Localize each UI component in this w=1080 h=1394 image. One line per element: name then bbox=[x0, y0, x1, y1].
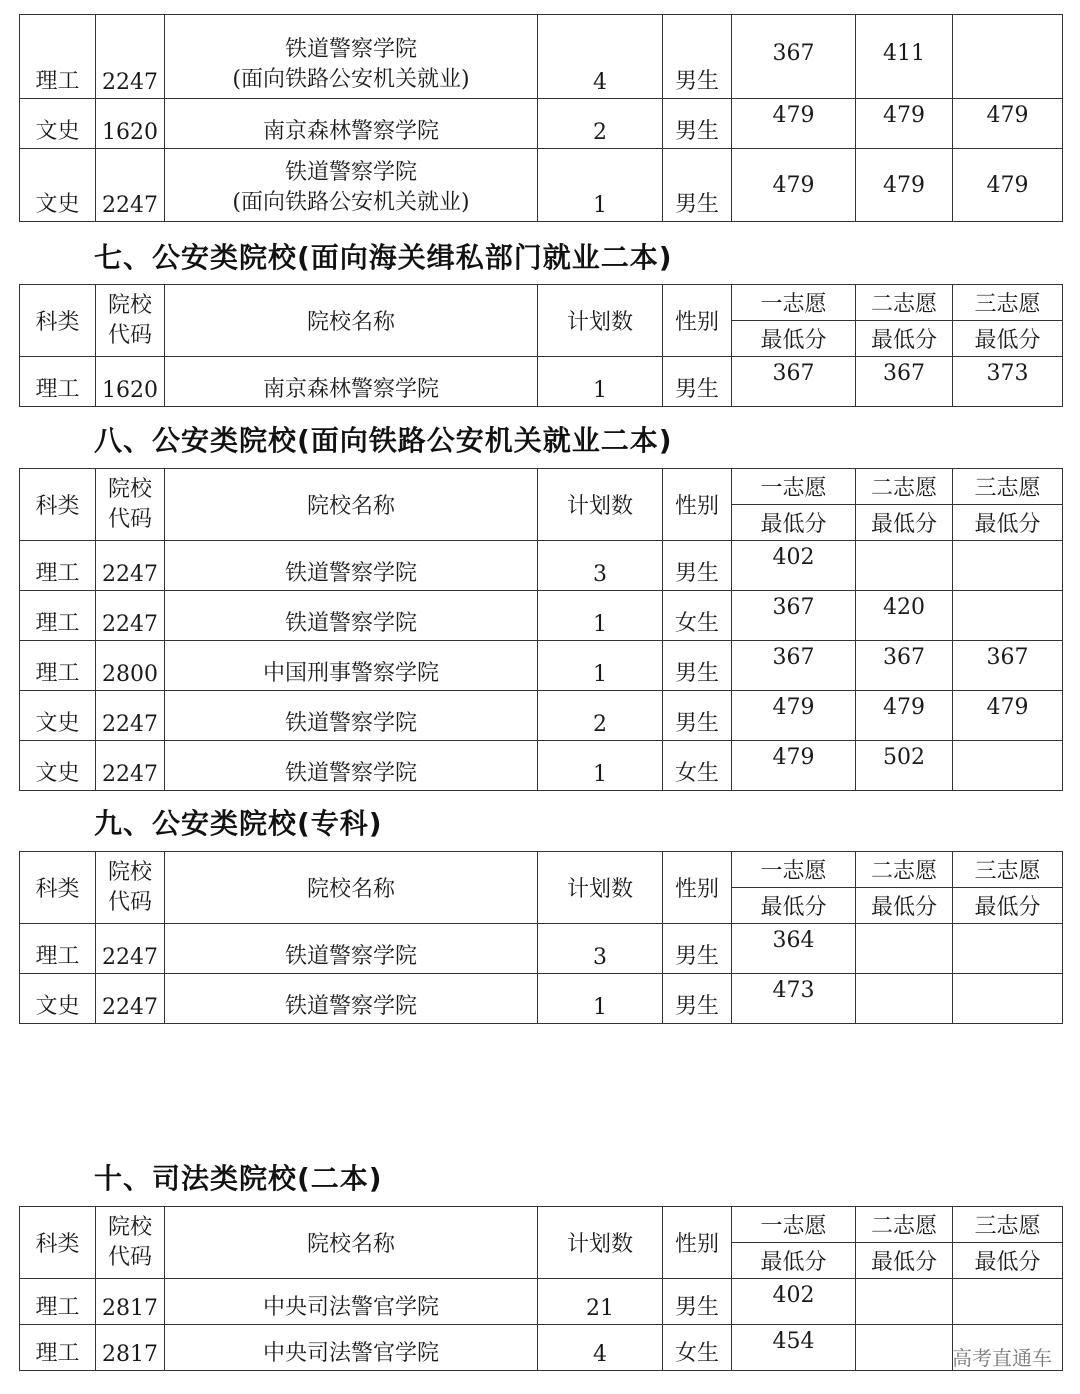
second-choice-score: 479 bbox=[856, 99, 953, 149]
table-row bbox=[20, 357, 1063, 407]
header-code bbox=[96, 285, 165, 357]
gender-cell: 男生 bbox=[663, 691, 732, 741]
header-choice1: 一志愿 bbox=[732, 1207, 856, 1243]
second-choice-score: 420 bbox=[856, 591, 953, 641]
subject-cell: 文史 bbox=[20, 691, 96, 741]
subject-cell: 理工 bbox=[20, 357, 96, 407]
section-title: 十、司法类院校(二本) bbox=[94, 1162, 383, 1195]
second-choice-score: 502 bbox=[856, 741, 953, 791]
school-name-cell: 中央司法警官学院 bbox=[165, 1279, 538, 1325]
third-choice-score bbox=[953, 15, 1063, 99]
third-choice-score bbox=[953, 541, 1063, 591]
subject-cell: 理工 bbox=[20, 1279, 96, 1325]
code-cell: 2247 bbox=[96, 149, 165, 222]
header-code-line1: 院校 bbox=[107, 1214, 152, 1240]
header-plan: 计划数 bbox=[538, 852, 663, 924]
header-gender: 性别 bbox=[663, 1207, 732, 1279]
second-choice-score: 411 bbox=[856, 15, 953, 99]
header-choice2: 二志愿 bbox=[856, 469, 953, 505]
header-min-score: 最低分 bbox=[953, 1243, 1063, 1279]
third-choice-score bbox=[953, 741, 1063, 791]
school-name-line1: 铁道警察学院 bbox=[284, 160, 417, 185]
header-min-score: 最低分 bbox=[953, 888, 1063, 924]
header-code-line2: 代码 bbox=[107, 322, 152, 348]
header-min-score: 最低分 bbox=[953, 505, 1063, 541]
section-table bbox=[19, 284, 1063, 407]
header-code-line1: 院校 bbox=[107, 859, 152, 885]
header-subject: 科类 bbox=[20, 852, 96, 924]
table-row bbox=[20, 149, 1063, 222]
gender-cell: 男生 bbox=[663, 541, 732, 591]
subject-cell: 理工 bbox=[20, 641, 96, 691]
header-row bbox=[20, 285, 1063, 321]
third-choice-score bbox=[953, 1279, 1063, 1325]
gender-cell: 男生 bbox=[663, 357, 732, 407]
section-table bbox=[19, 1206, 1063, 1371]
watermark: 高考直通车 bbox=[952, 1346, 1052, 1370]
header-subject: 科类 bbox=[20, 469, 96, 541]
gender-cell: 女生 bbox=[663, 591, 732, 641]
second-choice-score bbox=[856, 1279, 953, 1325]
header-code bbox=[96, 852, 165, 924]
school-name-line1: 铁道警察学院 bbox=[284, 37, 417, 62]
third-choice-score: 479 bbox=[953, 149, 1063, 222]
subject-cell: 理工 bbox=[20, 924, 96, 974]
first-choice-score: 479 bbox=[732, 149, 856, 222]
code-cell: 1620 bbox=[96, 99, 165, 149]
header-code-line2: 代码 bbox=[107, 1244, 152, 1270]
second-choice-score bbox=[856, 541, 953, 591]
header-code-line2: 代码 bbox=[107, 889, 152, 915]
gender-cell: 男生 bbox=[663, 1279, 732, 1325]
third-choice-score: 367 bbox=[953, 641, 1063, 691]
header-choice1: 一志愿 bbox=[732, 285, 856, 321]
plan-cell: 1 bbox=[538, 741, 663, 791]
section-table bbox=[19, 851, 1063, 1024]
plan-cell: 1 bbox=[538, 641, 663, 691]
header-school: 院校名称 bbox=[165, 469, 538, 541]
code-cell: 2247 bbox=[96, 741, 165, 791]
subject-cell: 理工 bbox=[20, 591, 96, 641]
school-name-cell: 铁道警察学院 bbox=[165, 924, 538, 974]
gender-cell: 男生 bbox=[663, 924, 732, 974]
header-school: 院校名称 bbox=[165, 852, 538, 924]
first-choice-score: 479 bbox=[732, 741, 856, 791]
plan-cell: 2 bbox=[538, 691, 663, 741]
header-min-score: 最低分 bbox=[953, 321, 1063, 357]
first-choice-score: 479 bbox=[732, 99, 856, 149]
code-cell: 2817 bbox=[96, 1325, 165, 1371]
header-plan: 计划数 bbox=[538, 469, 663, 541]
school-name-cell bbox=[165, 149, 538, 222]
subject-cell: 理工 bbox=[20, 15, 96, 99]
header-choice3: 三志愿 bbox=[953, 469, 1063, 505]
first-choice-score: 402 bbox=[732, 541, 856, 591]
table-row bbox=[20, 974, 1063, 1024]
header-min-score: 最低分 bbox=[732, 505, 856, 541]
plan-cell: 4 bbox=[538, 15, 663, 99]
header-min-score: 最低分 bbox=[856, 321, 953, 357]
code-cell: 2247 bbox=[96, 691, 165, 741]
second-choice-score bbox=[856, 924, 953, 974]
gender-cell: 男生 bbox=[663, 99, 732, 149]
first-choice-score: 402 bbox=[732, 1279, 856, 1325]
header-code-line1: 院校 bbox=[107, 292, 152, 318]
gender-cell: 男生 bbox=[663, 149, 732, 222]
school-name-cell: 铁道警察学院 bbox=[165, 741, 538, 791]
school-name-line2: (面向铁路公安机关就业) bbox=[232, 190, 470, 215]
subject-cell: 文史 bbox=[20, 741, 96, 791]
header-gender: 性别 bbox=[663, 285, 732, 357]
second-choice-score: 367 bbox=[856, 357, 953, 407]
gender-cell: 男生 bbox=[663, 15, 732, 99]
gender-cell: 男生 bbox=[663, 974, 732, 1024]
header-choice2: 二志愿 bbox=[856, 852, 953, 888]
section-title: 七、公安类院校(面向海关缉私部门就业二本) bbox=[94, 241, 673, 274]
second-choice-score bbox=[856, 974, 953, 1024]
header-school: 院校名称 bbox=[165, 1207, 538, 1279]
third-choice-score bbox=[953, 974, 1063, 1024]
header-min-score: 最低分 bbox=[732, 888, 856, 924]
third-choice-score: 479 bbox=[953, 691, 1063, 741]
header-row bbox=[20, 1207, 1063, 1243]
section-table bbox=[19, 468, 1063, 791]
subject-cell: 文史 bbox=[20, 974, 96, 1024]
section-title: 九、公安类院校(专科) bbox=[94, 807, 383, 840]
code-cell: 2247 bbox=[96, 541, 165, 591]
second-choice-score: 367 bbox=[856, 641, 953, 691]
school-name-cell: 南京森林警察学院 bbox=[165, 99, 538, 149]
header-min-score: 最低分 bbox=[856, 505, 953, 541]
subject-cell: 文史 bbox=[20, 149, 96, 222]
third-choice-score bbox=[953, 924, 1063, 974]
third-choice-score: 479 bbox=[953, 99, 1063, 149]
plan-cell: 4 bbox=[538, 1325, 663, 1371]
code-cell: 2817 bbox=[96, 1279, 165, 1325]
second-choice-score bbox=[856, 1325, 953, 1371]
header-code bbox=[96, 469, 165, 541]
first-choice-score: 367 bbox=[732, 591, 856, 641]
plan-cell: 2 bbox=[538, 99, 663, 149]
header-min-score: 最低分 bbox=[732, 1243, 856, 1279]
first-choice-score: 454 bbox=[732, 1325, 856, 1371]
header-row bbox=[20, 852, 1063, 888]
table-row bbox=[20, 591, 1063, 641]
header-min-score: 最低分 bbox=[856, 1243, 953, 1279]
code-cell: 2247 bbox=[96, 15, 165, 99]
subject-cell: 理工 bbox=[20, 1325, 96, 1371]
first-choice-score: 367 bbox=[732, 641, 856, 691]
plan-cell: 1 bbox=[538, 974, 663, 1024]
gender-cell: 女生 bbox=[663, 741, 732, 791]
table-row bbox=[20, 691, 1063, 741]
table-row bbox=[20, 15, 1063, 99]
header-choice2: 二志愿 bbox=[856, 285, 953, 321]
header-choice3: 三志愿 bbox=[953, 285, 1063, 321]
school-name-cell bbox=[165, 15, 538, 99]
header-gender: 性别 bbox=[663, 852, 732, 924]
table-row bbox=[20, 541, 1063, 591]
header-plan: 计划数 bbox=[538, 285, 663, 357]
code-cell: 2247 bbox=[96, 974, 165, 1024]
header-choice1: 一志愿 bbox=[732, 852, 856, 888]
gender-cell: 男生 bbox=[663, 641, 732, 691]
subject-cell: 理工 bbox=[20, 541, 96, 591]
code-cell: 2247 bbox=[96, 924, 165, 974]
header-gender: 性别 bbox=[663, 469, 732, 541]
subject-cell: 文史 bbox=[20, 99, 96, 149]
gender-cell: 女生 bbox=[663, 1325, 732, 1371]
section-title: 八、公安类院校(面向铁路公安机关就业二本) bbox=[94, 424, 673, 457]
table-row bbox=[20, 1279, 1063, 1325]
first-choice-score: 367 bbox=[732, 15, 856, 99]
header-school: 院校名称 bbox=[165, 285, 538, 357]
plan-cell: 1 bbox=[538, 591, 663, 641]
school-name-line2: (面向铁路公安机关就业) bbox=[232, 67, 470, 92]
code-cell: 2247 bbox=[96, 591, 165, 641]
school-name-cell: 铁道警察学院 bbox=[165, 691, 538, 741]
header-code-line1: 院校 bbox=[107, 476, 152, 502]
header-choice3: 三志愿 bbox=[953, 1207, 1063, 1243]
first-choice-score: 367 bbox=[732, 357, 856, 407]
third-choice-score bbox=[953, 591, 1063, 641]
table-row bbox=[20, 741, 1063, 791]
first-choice-score: 364 bbox=[732, 924, 856, 974]
table-row bbox=[20, 99, 1063, 149]
second-choice-score: 479 bbox=[856, 691, 953, 741]
code-cell: 1620 bbox=[96, 357, 165, 407]
header-min-score: 最低分 bbox=[732, 321, 856, 357]
school-name-cell: 铁道警察学院 bbox=[165, 591, 538, 641]
school-name-cell: 中国刑事警察学院 bbox=[165, 641, 538, 691]
school-name-cell: 铁道警察学院 bbox=[165, 541, 538, 591]
plan-cell: 1 bbox=[538, 149, 663, 222]
table-row bbox=[20, 924, 1063, 974]
header-subject: 科类 bbox=[20, 285, 96, 357]
header-choice2: 二志愿 bbox=[856, 1207, 953, 1243]
third-choice-score: 373 bbox=[953, 357, 1063, 407]
header-row bbox=[20, 469, 1063, 505]
plan-cell: 3 bbox=[538, 541, 663, 591]
header-plan: 计划数 bbox=[538, 1207, 663, 1279]
header-subject: 科类 bbox=[20, 1207, 96, 1279]
top-table bbox=[19, 14, 1063, 222]
code-cell: 2800 bbox=[96, 641, 165, 691]
second-choice-score: 479 bbox=[856, 149, 953, 222]
plan-cell: 21 bbox=[538, 1279, 663, 1325]
school-name-cell: 铁道警察学院 bbox=[165, 974, 538, 1024]
plan-cell: 1 bbox=[538, 357, 663, 407]
header-code bbox=[96, 1207, 165, 1279]
school-name-cell: 中央司法警官学院 bbox=[165, 1325, 538, 1371]
table-row bbox=[20, 641, 1063, 691]
table-row bbox=[20, 1325, 1063, 1371]
header-code-line2: 代码 bbox=[107, 506, 152, 532]
header-min-score: 最低分 bbox=[856, 888, 953, 924]
header-choice1: 一志愿 bbox=[732, 469, 856, 505]
header-choice3: 三志愿 bbox=[953, 852, 1063, 888]
school-name-cell: 南京森林警察学院 bbox=[165, 357, 538, 407]
plan-cell: 3 bbox=[538, 924, 663, 974]
first-choice-score: 479 bbox=[732, 691, 856, 741]
first-choice-score: 473 bbox=[732, 974, 856, 1024]
